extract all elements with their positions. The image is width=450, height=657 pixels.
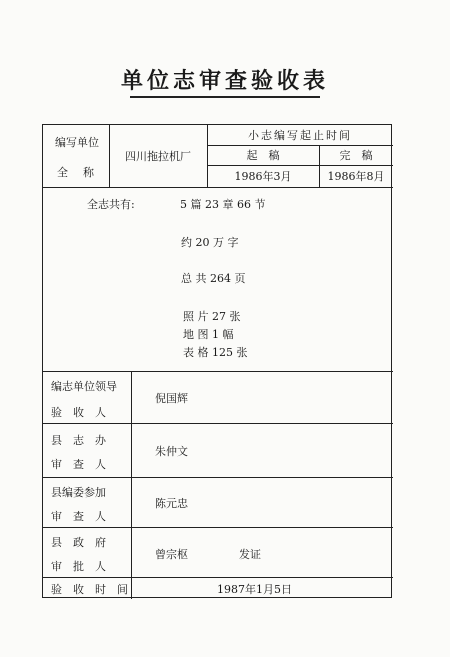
draft-end-label: 完 稿: [339, 149, 373, 162]
header-bottom-rule: [43, 187, 393, 188]
section-rule-4: [43, 527, 393, 528]
draft-start-value: 1986年3月: [234, 170, 292, 183]
unit-name-value: 四川拖拉机厂: [125, 150, 191, 163]
review-form-table: [42, 124, 392, 598]
summary-label: 全志共有:: [87, 198, 135, 211]
summary-maps: 地 图 1 幅: [183, 328, 234, 341]
section-rule-3: [43, 477, 393, 478]
section-rule-1: [43, 371, 393, 372]
time-range-title: 小志编写起止时间: [248, 129, 352, 142]
row1-label-line2: 验 收 人: [51, 406, 106, 419]
section-rule-2: [43, 423, 393, 424]
row4-label-line2: 审 批 人: [51, 560, 106, 573]
row1-value: 倪国辉: [155, 392, 188, 405]
unit-label-line1: 编写单位: [55, 136, 99, 149]
summary-words: 约 20 万 字: [181, 236, 239, 249]
header-rule-1: [207, 145, 393, 146]
summary-photos: 照 片 27 张: [183, 310, 241, 323]
label-column-divider: [131, 371, 132, 599]
row2-value: 朱仲文: [155, 445, 188, 458]
summary-pages: 总 共 264 页: [181, 272, 246, 285]
draft-start-label: 起 稿: [246, 149, 280, 162]
acceptance-time-label: 验 收 时 间: [51, 583, 128, 596]
row1-label-line1: 编志单位领导: [51, 380, 117, 393]
row3-value: 陈元忠: [155, 497, 188, 510]
row2-label-line1: 县 志 办: [51, 434, 106, 447]
row2-label-line2: 审 查 人: [51, 458, 106, 471]
row4-note: 发证: [239, 548, 261, 561]
form-title: 单位志审查验收表: [120, 69, 329, 94]
section-rule-5: [43, 577, 393, 578]
header-rule-2: [207, 165, 393, 166]
row4-label-line1: 县 政 府: [51, 536, 106, 549]
summary-tables: 表 格 125 张: [183, 346, 248, 359]
draft-end-value: 1986年8月: [327, 170, 385, 183]
unit-label-line2: 全 称: [57, 166, 96, 179]
row4-value: 曾宗枢: [155, 548, 188, 561]
acceptance-time-value: 1987年1月5日: [217, 583, 292, 596]
row3-label-line2: 审 查 人: [51, 510, 106, 523]
summary-structure: 5 篇 23 章 66 节: [180, 198, 266, 211]
title-underline: [130, 96, 320, 98]
row3-label-line1: 县编委参加: [51, 486, 106, 499]
